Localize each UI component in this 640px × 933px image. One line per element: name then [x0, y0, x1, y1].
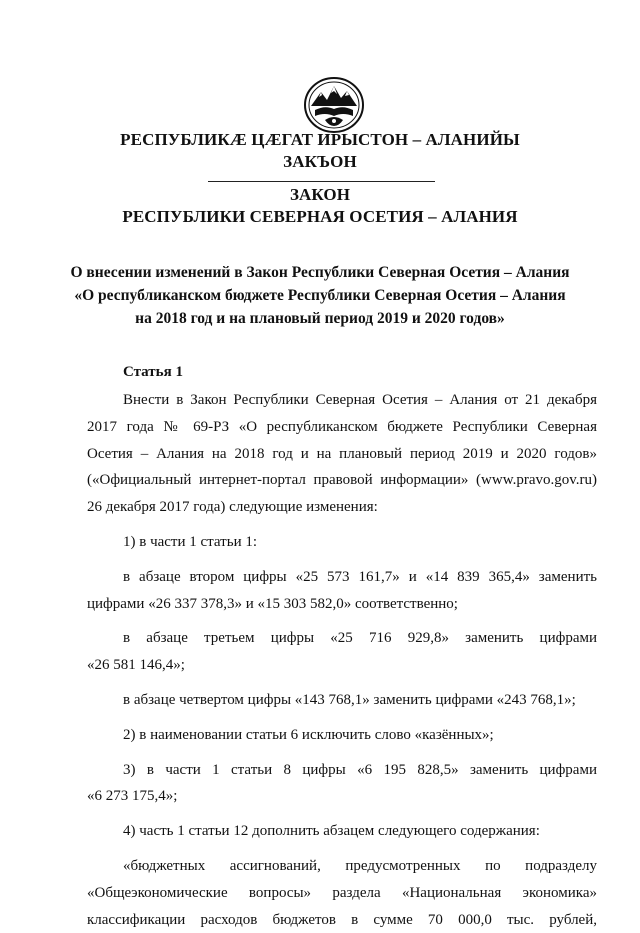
- body-line: в абзаце четвертом цифры «143 768,1» заменить цифрами «243 768,1»;: [123, 691, 576, 708]
- republic-name-russian: РЕСПУБЛИКИ СЕВЕРНАЯ ОСЕТИЯ – АЛАНИЯ: [122, 207, 518, 226]
- body-line: «бюджетных ассигнований, предусмотренных по подразделу: [123, 857, 597, 874]
- body-line: «Общеэкономические вопросы» раздела «Национальная экономика»: [87, 884, 597, 901]
- article-heading: Статья 1: [123, 364, 183, 380]
- header-divider: [208, 181, 435, 182]
- law-title-russian: ЗАКОН: [289, 185, 351, 204]
- body-line: («Официальный интернет-портал правовой информации» (www.pravo.gov.ru): [87, 472, 597, 489]
- body-line: Внести в Закон Республики Северная Осетия – Алания от 21 декабря: [123, 392, 597, 408]
- article-body: [87, 387, 597, 933]
- subject-line: О внесении изменений в Закон Республики Северная Осетия – Алания: [70, 264, 570, 281]
- law-title-ossetian: ЗАКЪОН: [283, 152, 357, 171]
- body-line: 26 декабря 2017 года) следующие изменения:: [87, 499, 378, 516]
- body-line: 4) часть 1 статьи 12 дополнить абзацем следующего содержания:: [123, 823, 540, 840]
- body-line: цифрами «26 337 378,3» и «15 303 582,0» соответственно;: [87, 595, 458, 612]
- coat-of-arms-emblem: [303, 76, 365, 134]
- body-line: «26 581 146,4»;: [87, 657, 185, 674]
- body-line: классификации расходов бюджетов в сумме 70 000,0 тыс. рублей,: [87, 911, 597, 928]
- body-line: в абзаце третьем цифры «25 716 929,8» заменить цифрами: [123, 630, 597, 647]
- body-line: 2) в наименовании статьи 6 исключить слово «казённых»;: [123, 726, 494, 743]
- body-line: Осетия – Алания на 2018 год и на плановый период 2019 и 2020 годов»: [87, 445, 597, 462]
- subject-line: «О республиканском бюджете Республики Северная Осетия – Алания: [74, 287, 566, 304]
- body-line: «6 273 175,4»;: [87, 788, 178, 805]
- body-line: 1) в части 1 статьи 1:: [123, 533, 258, 550]
- body-line: 2017 года № 69-РЗ «О республиканском бюджете Республики Северная: [87, 418, 597, 435]
- subject-line: на 2018 год и на плановый период 2019 и 2020 годов»: [135, 310, 505, 327]
- body-line: в абзаце втором цифры «25 573 161,7» и «14 839 365,4» заменить: [123, 568, 597, 585]
- republic-name-ossetian: РЕСПУБЛИКӔ ЦӔГАТ ИРЫСТОН – АЛАНИЙЫ: [120, 130, 520, 149]
- body-line: 3) в части 1 статьи 8 цифры «6 195 828,5» заменить цифрами: [123, 761, 597, 778]
